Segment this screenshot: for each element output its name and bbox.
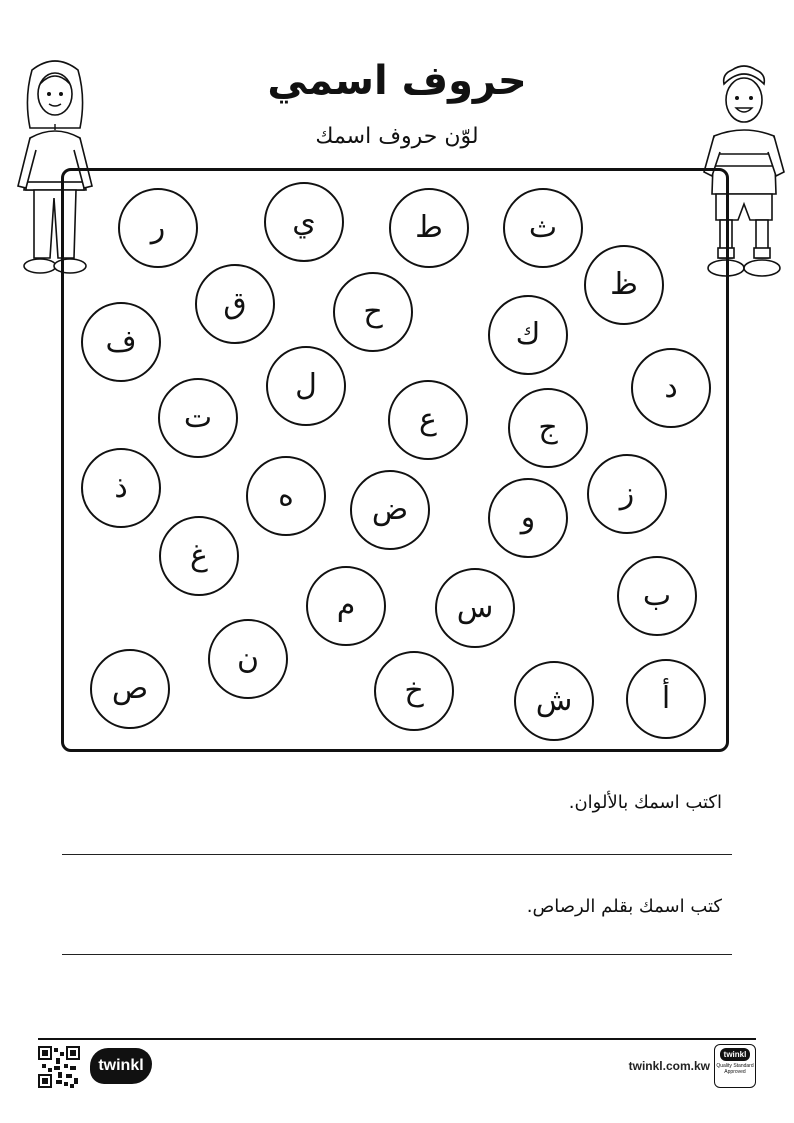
letter-circle[interactable]: ع	[388, 380, 468, 460]
letter-circle[interactable]: س	[435, 568, 515, 648]
letter-circle[interactable]: ص	[90, 649, 170, 729]
letter-circle[interactable]: ر	[118, 188, 198, 268]
letter-circle[interactable]: ق	[195, 264, 275, 344]
writing-line-pencil[interactable]	[62, 954, 732, 955]
footer-divider	[38, 1038, 756, 1040]
letter-circle[interactable]: و	[488, 478, 568, 558]
letter-circle[interactable]: م	[306, 566, 386, 646]
letter-circle[interactable]: ث	[503, 188, 583, 268]
quality-badge	[714, 1044, 756, 1088]
letter-circle[interactable]: أ	[626, 659, 706, 739]
letter-circle[interactable]: ل	[266, 346, 346, 426]
letter-circle[interactable]: ش	[514, 661, 594, 741]
letter-circle[interactable]: ن	[208, 619, 288, 699]
instruction-colors: اكتب اسمك بالألوان.	[568, 792, 722, 813]
letter-circle[interactable]: خ	[374, 651, 454, 731]
badge-text: Quality Standard Approved	[716, 1063, 754, 1075]
twinkl-logo[interactable]: twinkl	[90, 1048, 152, 1084]
letter-circle[interactable]: د	[631, 348, 711, 428]
page-title: حروف اسمي	[267, 58, 527, 104]
letter-circle[interactable]: ه	[246, 456, 326, 536]
letter-circle[interactable]: ب	[617, 556, 697, 636]
qr-code[interactable]	[38, 1046, 80, 1088]
page-subtitle: لوّن حروف اسمك	[315, 124, 479, 149]
letter-circle[interactable]: ذ	[81, 448, 161, 528]
instruction-pencil: كتب اسمك بقلم الرصاص.	[526, 896, 722, 917]
letter-circle[interactable]: ظ	[584, 245, 664, 325]
letter-circle[interactable]: ط	[389, 188, 469, 268]
letter-circle[interactable]: ف	[81, 302, 161, 382]
letter-circle[interactable]: ي	[264, 182, 344, 262]
letter-circle[interactable]: ك	[488, 295, 568, 375]
letter-circle[interactable]: ت	[158, 378, 238, 458]
letter-circle[interactable]: ج	[508, 388, 588, 468]
badge-logo: twinkl	[720, 1048, 751, 1061]
letter-circle[interactable]: ض	[350, 470, 430, 550]
letter-circle[interactable]: ز	[587, 454, 667, 534]
letter-circle[interactable]: ح	[333, 272, 413, 352]
writing-line-colors[interactable]	[62, 854, 732, 855]
letter-circle[interactable]: غ	[159, 516, 239, 596]
site-url[interactable]: twinkl.com.kw	[628, 1059, 710, 1073]
